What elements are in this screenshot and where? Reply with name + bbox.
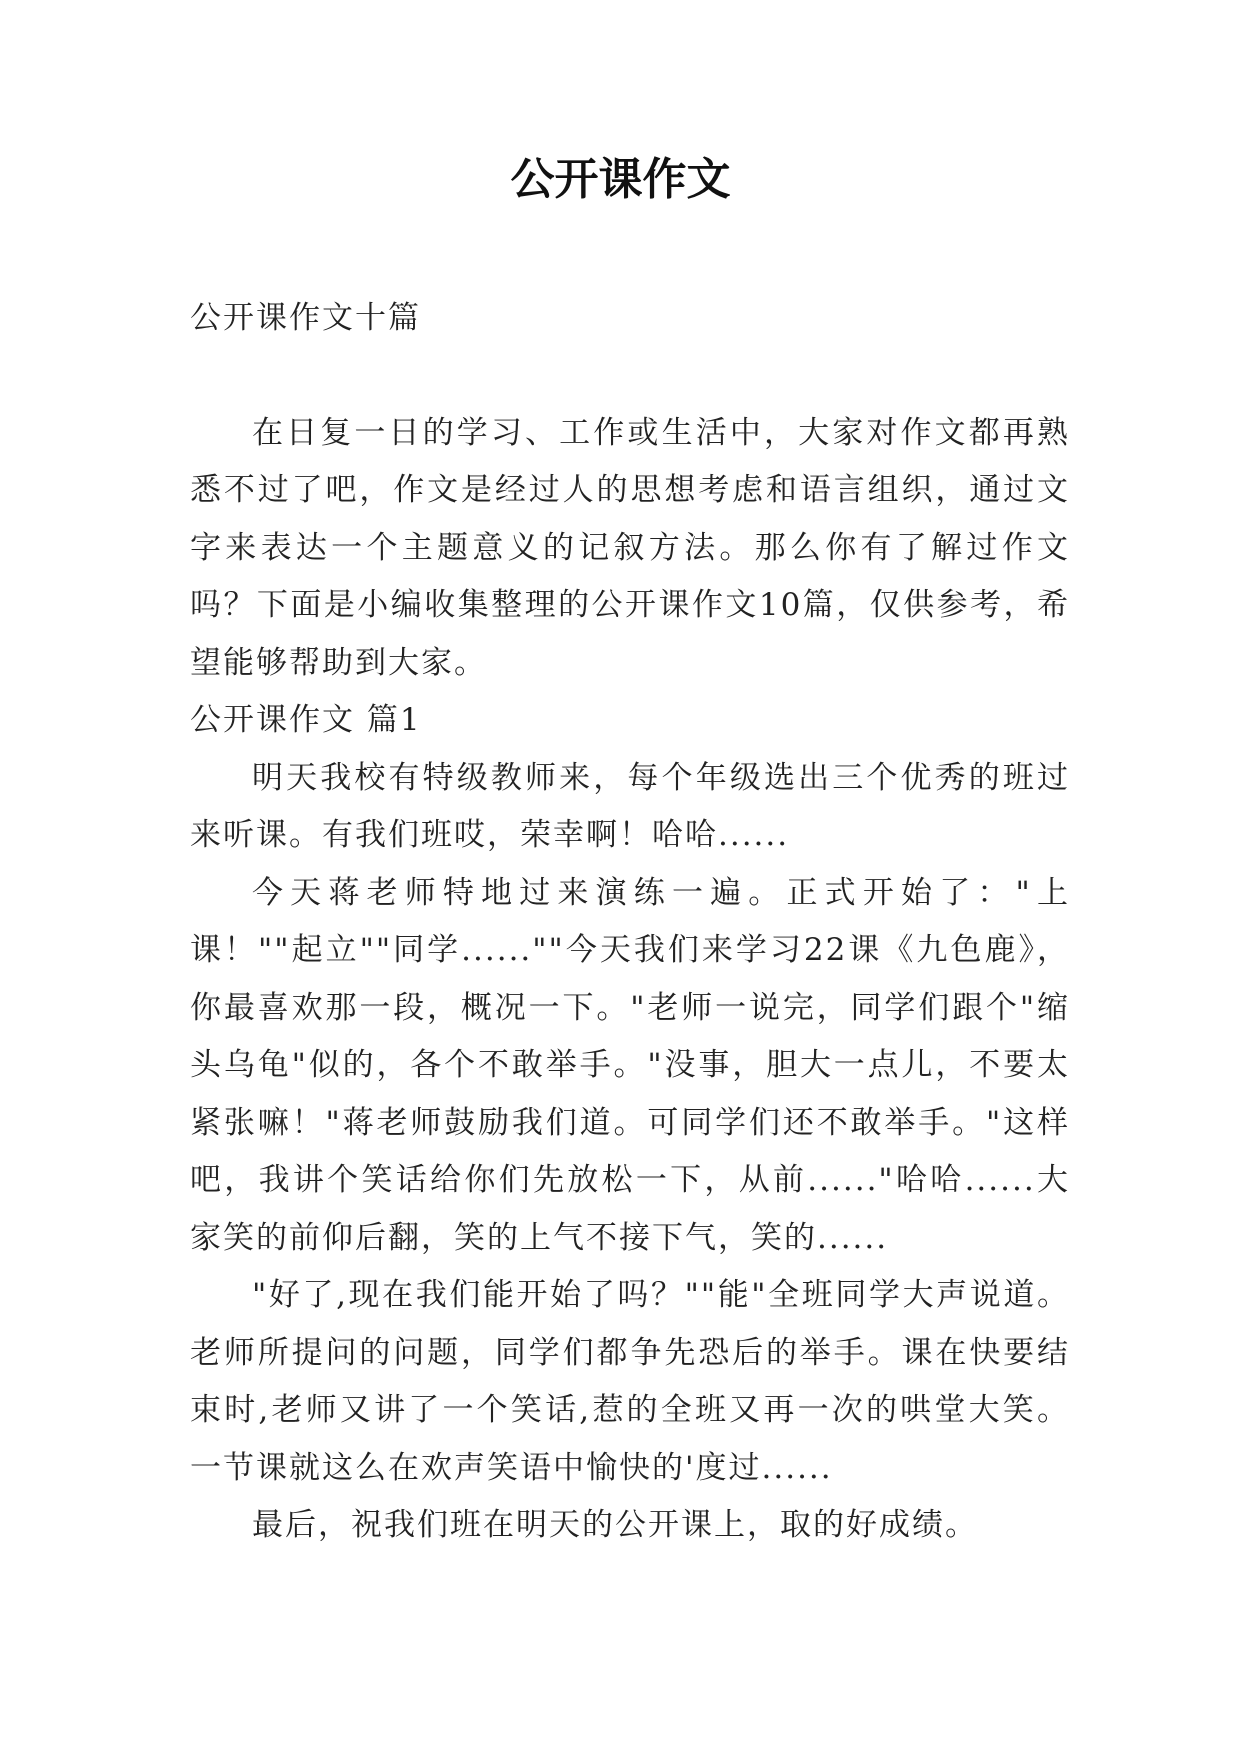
document-title: 公开课作文 — [510, 154, 731, 205]
section-paragraph-3: "好了,现在我们能开始了吗？""能"全班同学大声说道。老师所提问的问题，同学们都争先恐后的举手。课在快要结束时,老师又讲了一个笑话,惹的全班又再一次的哄堂大笑。一节课就这么在欢声笑语中愉快的'度过...... — [190, 1277, 1070, 1486]
section-paragraph-4: 最后，祝我们班在明天的公开课上，取的好成绩。 — [252, 1507, 978, 1543]
document-subtitle: 公开课作文十篇 — [190, 300, 421, 336]
section-paragraph-2: 今天蒋老师特地过来演练一遍。正式开始了："上课！""起立""同学......""今天我们来学习22课《九色鹿》，你最喜欢那一段，概况一下。"老师一说完，同学们跟个"缩头乌龟"似的，各个不敢举手。"没事，胆大一点儿，不要太紧张嘛！"蒋老师鼓励我们道。可同学们还不敢举手。"这样吧，我讲个笑话给你们先放松一下，从前......"哈哈......大家笑的前仰后翻，笑的上气不接下气，笑的...... — [190, 874, 1070, 1256]
intro-paragraph: 在日复一日的学习、工作或生活中，大家对作文都再熟悉不过了吧，作文是经过人的思想考虑和语言组织，通过文字来表达一个主题意义的记叙方法。那么你有了解过作文吗？下面是小编收集整理的公开课作文10篇，仅供参考，希望能够帮助到大家。 — [190, 414, 1070, 681]
section-heading: 公开课作文 篇1 — [190, 702, 422, 738]
section-paragraph-1: 明天我校有特级教师来，每个年级选出三个优秀的班过来听课。有我们班哎，荣幸啊！哈哈...... — [190, 759, 1070, 853]
document-body — [190, 290, 1070, 1555]
